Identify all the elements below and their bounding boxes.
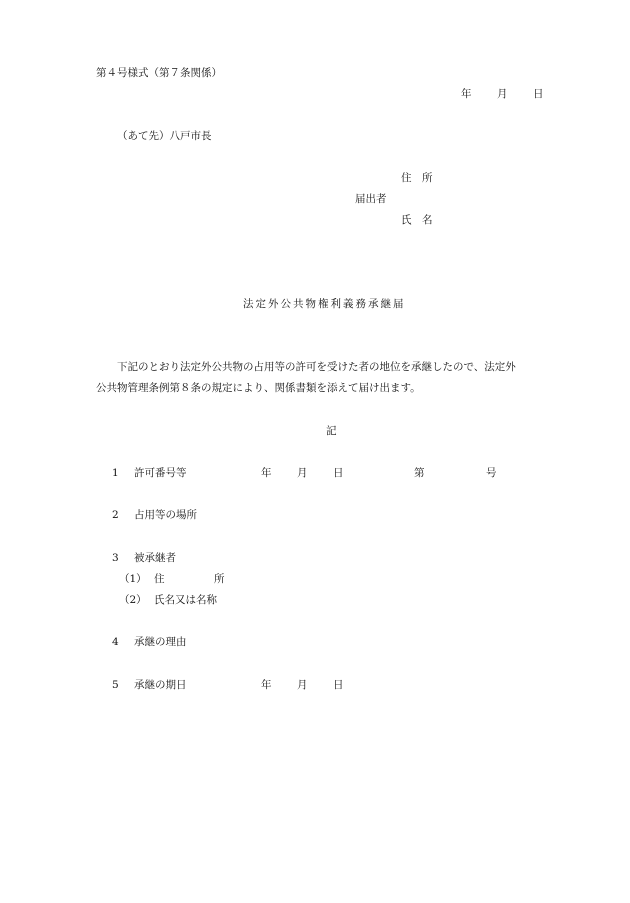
item-5-number: 5 [112,679,119,691]
item-5-day: 日 [333,679,344,691]
item-2-label: 占用等の場所 [134,509,197,521]
item-1-go: 号 [486,467,497,479]
ki-heading: 記 [326,425,337,437]
addressee: （あて先）八戸市長 [117,130,212,142]
item-3-label: 被承継者 [134,552,176,564]
date-day-label: 日 [533,88,544,100]
item-1-label: 許可番号等 [134,467,187,479]
item-2-number: 2 [112,509,119,521]
item-3-number: 3 [112,552,119,564]
body-line-1: 下記のとおり法定外公共物の占用等の許可を受けた者の地位を承継したので、法定外 [117,361,516,373]
item-4-label: 承継の理由 [134,636,187,648]
applicant-address-label: 住 所 [401,172,433,184]
item-1-day: 日 [333,467,344,479]
form-label: 第４号様式（第７条関係） [96,67,222,79]
item-3-sub-2-label: 氏名又は名称 [154,594,217,606]
item-1-dai: 第 [414,467,425,479]
item-1-year: 年 [261,467,272,479]
item-4-number: 4 [112,636,119,648]
item-3-sub-1-label-b: 所 [214,573,225,585]
document-title: 法定外公共物権利義務承継届 [243,298,406,310]
item-1-number: 1 [112,467,119,479]
date-year-label: 年 [461,88,472,100]
item-5-label: 承継の期日 [134,679,187,691]
item-3-sub-1-number: （1） [119,573,147,585]
item-5-month: 月 [297,679,308,691]
item-1-month: 月 [297,467,308,479]
item-3-sub-1-label-a: 住 [154,573,165,585]
item-5-year: 年 [261,679,272,691]
body-line-2: 公共物管理条例第８条の規定により、関係書類を添えて届け出ます。 [96,382,421,394]
applicant-name-label: 氏 名 [401,214,433,226]
applicant-role-label: 届出者 [355,193,387,205]
date-month-label: 月 [497,88,508,100]
item-3-sub-2-number: （2） [119,594,147,606]
